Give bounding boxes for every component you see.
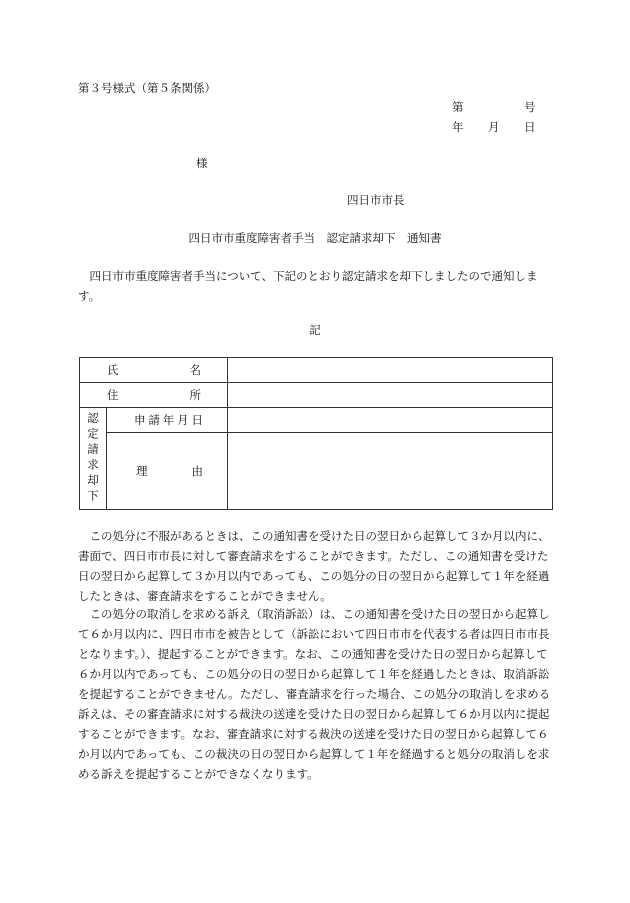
group-label: 認定請求却下 bbox=[86, 412, 100, 505]
label-char: 請 bbox=[148, 413, 160, 427]
apply-date-label-cell bbox=[107, 408, 228, 433]
address-label bbox=[80, 387, 227, 403]
date-month: 月 bbox=[488, 120, 500, 134]
ki-marker: 記 bbox=[309, 323, 321, 337]
label-char: 年 bbox=[162, 413, 175, 427]
reason-label bbox=[107, 463, 227, 479]
name-label-cell bbox=[80, 358, 228, 383]
lawsuit-notice: この処分の取消しを求める訴え（取消訴訟）は、この通知書を受けた日の翌日から起算して６か月以内に、四日市市を被告として（訴訟において四日市市を代表する者は四日市市長となります。）、提起することができます。なお、この通知書を受けた日の翌日から起算して６か月以内であっても、この処分の日の翌日から起算して１年を経過したときは、取消訴訟を提起することができません。ただし、審査請求を行った場合、この処分の取消しを求める訴えは、その審査請求に対する裁決の送達を受けた日の翌日から起算して６か月以内に提起することができます。なお、審査請求に対する裁決の送達を受けた日の翌日から起算して６か月以内であっても、この裁決の日の翌日から起算して１年を経過すると処分の取消しを求める訴えを提起することができなくなります。 bbox=[78, 607, 551, 781]
label-char: 所 bbox=[189, 388, 201, 402]
issuer: 四日市市長 bbox=[347, 193, 405, 207]
number-suffix: 号 bbox=[524, 100, 536, 114]
label-char: 日 bbox=[191, 413, 203, 427]
table-row bbox=[80, 433, 553, 510]
name-value-cell bbox=[228, 358, 553, 383]
reason-label-cell bbox=[107, 433, 228, 510]
addressee: 様 bbox=[196, 156, 208, 170]
form-number: 第３号様式（第５条関係） bbox=[78, 81, 216, 95]
appeal-notice: この処分に不服があるときは、この通知書を受けた日の翌日から起算して３か月以内に、書面で、四日市市長に対して審査請求をすることができます。ただし、この通知書を受けた日の翌日から起算して３か月以内であっても、この処分の日の翌日から起算して１年を経過したときは、審査請求をすることができません。 bbox=[78, 529, 550, 603]
table-row bbox=[80, 383, 553, 408]
name-label bbox=[80, 362, 227, 378]
table-row bbox=[80, 408, 553, 433]
date-year: 年 bbox=[452, 120, 464, 134]
label-char: 氏 bbox=[107, 363, 119, 377]
label-char: 申 bbox=[134, 413, 146, 427]
date-day: 日 bbox=[524, 120, 536, 134]
apply-date-label bbox=[107, 412, 227, 428]
label-char: 名 bbox=[189, 363, 201, 377]
address-label-cell bbox=[80, 383, 228, 408]
intro-paragraph: 四日市市重度障害者手当について、下記のとおり認定請求を却下しましたので通知します。 bbox=[78, 269, 538, 303]
label-char: 理 bbox=[136, 464, 148, 478]
group-label-cell bbox=[80, 408, 107, 510]
document-title: 四日市市重度障害者手当 認定請求却下 通知書 bbox=[188, 231, 442, 245]
label-char: 住 bbox=[107, 388, 119, 402]
address-value-cell bbox=[228, 383, 553, 408]
table-row bbox=[80, 358, 553, 383]
info-table bbox=[79, 357, 553, 510]
label-char: 由 bbox=[191, 464, 203, 478]
label-char: 月 bbox=[177, 413, 189, 427]
apply-date-value-cell bbox=[228, 408, 553, 433]
number-prefix: 第 bbox=[452, 100, 464, 114]
reason-value-cell bbox=[228, 433, 553, 510]
